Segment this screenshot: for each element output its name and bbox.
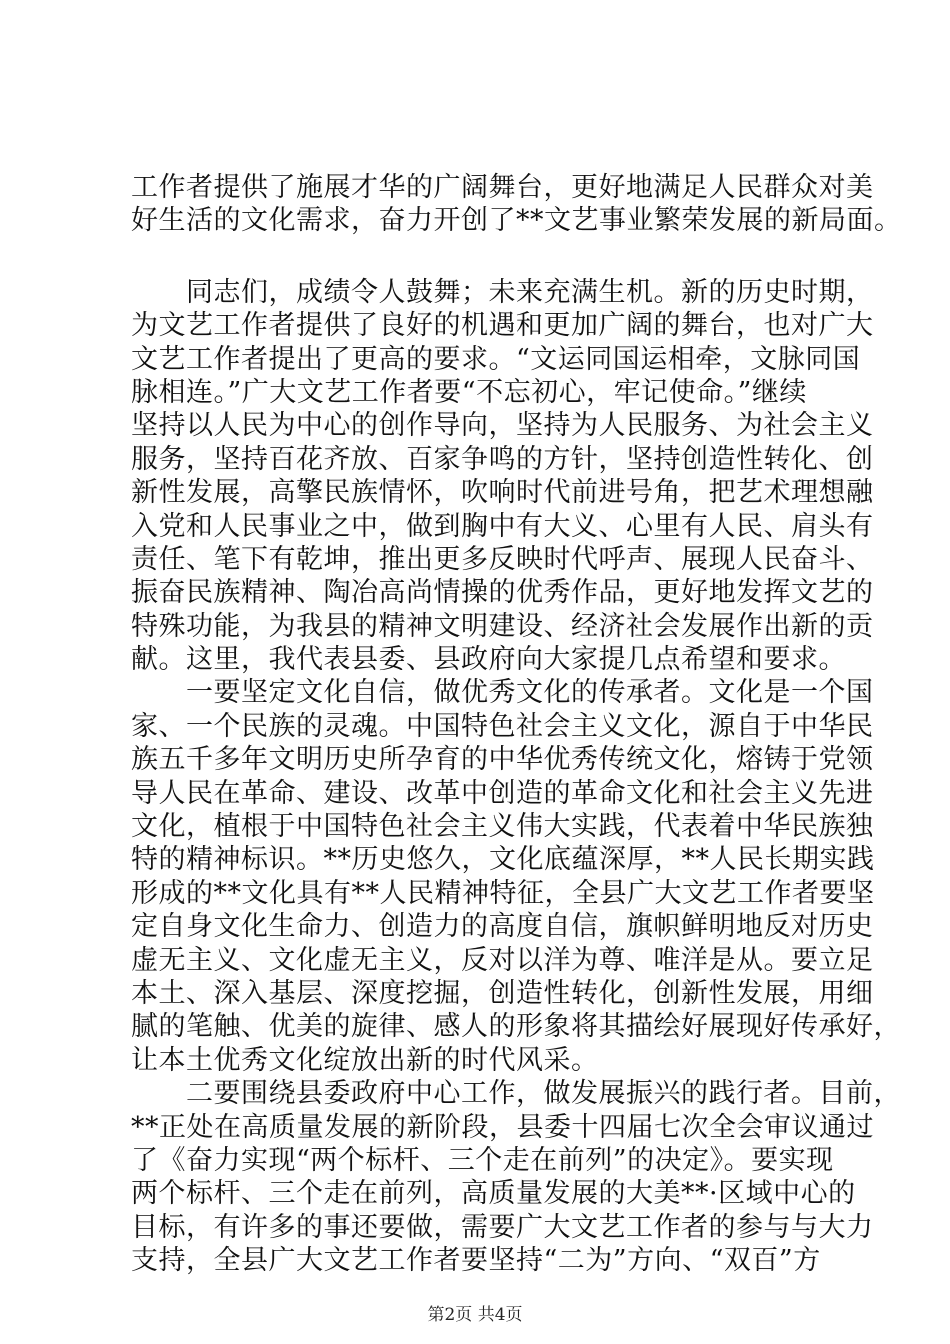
text-line: 为文艺工作者提供了良好的机遇和更加广阔的舞台，也对广大 xyxy=(131,310,874,342)
text-line: 入党和人民事业之中，做到胸中有大义、心里有人民、肩头有 xyxy=(131,510,874,542)
text-line: 特殊功能，为我县的精神文明建设、经济社会发展作出新的贡 xyxy=(131,610,874,642)
text-line: 新性发展，高擎民族情怀，吹响时代前进号角，把艺术理想融 xyxy=(131,477,874,509)
text-line: 虚无主义、文化虚无主义，反对以洋为尊、唯洋是从。要立足 xyxy=(131,944,874,976)
text-line: 形成的**文化具有**人民精神特征，全县广大文艺工作者要坚 xyxy=(131,877,875,909)
text-line: 特的精神标识。**历史悠久，文化底蕴深厚，**人民长期实践 xyxy=(131,844,875,876)
page-number-footer: 第2页 共4页 xyxy=(427,1305,523,1325)
text-line: 定自身文化生命力、创造力的高度自信，旗帜鲜明地反对历史 xyxy=(131,911,874,943)
text-line: 家、一个民族的灵魂。中国特色社会主义文化，源自于中华民 xyxy=(131,710,874,742)
text-line: 两个标杆、三个走在前列，高质量发展的大美**·区域中心的 xyxy=(131,1178,856,1210)
paragraph-gap xyxy=(131,238,831,276)
text-line: 让本土优秀文化绽放出新的时代风采。 xyxy=(131,1044,599,1076)
text-line: **正处在高质量发展的新阶段，县委十四届七次全会审议通过 xyxy=(131,1111,874,1143)
text-line: 同志们，成绩令人鼓舞；未来充满生机。新的历史时期， xyxy=(131,276,874,308)
text-line: 一要坚定文化自信，做优秀文化的传承者。文化是一个国 xyxy=(131,677,874,709)
text-line: 本土、深入基层、深度挖掘，创造性转化，创新性发展，用细 xyxy=(131,977,874,1009)
text-line: 服务，坚持百花齐放、百家争鸣的方针，坚持创造性转化、创 xyxy=(131,443,874,475)
text-line: 腻的笔触、优美的旋律、感人的形象将其描绘好展现好传承好， xyxy=(131,1011,901,1043)
text-line: 坚持以人民为中心的创作导向，坚持为人民服务、为社会主义 xyxy=(131,410,874,442)
text-line: 了《奋力实现“两个标杆、三个走在前列”的决定》。要实现 xyxy=(131,1144,834,1176)
text-line: 献。这里，我代表县委、县政府向大家提几点希望和要求。 xyxy=(131,644,846,676)
text-line: 工作者提供了施展才华的广阔舞台，更好地满足人民群众对美 xyxy=(131,172,874,203)
text-line: 支持，全县广大文艺工作者要坚持“二为”方向、“双百”方 xyxy=(131,1245,821,1277)
text-line: 文化，植根于中国特色社会主义伟大实践，代表着中华民族独 xyxy=(131,811,874,843)
text-line: 脉相连。”广大文艺工作者要“不忘初心，牢记使命。”继续 xyxy=(131,376,807,408)
text-line: 导人民在革命、建设、改革中创造的革命文化和社会主义先进 xyxy=(131,777,874,809)
body-text xyxy=(131,171,902,1278)
text-line: 文艺工作者提出了更高的要求。“文运同国运相牵，文脉同国 xyxy=(131,343,861,375)
text-line: 二要围绕县委政府中心工作，做发展振兴的践行者。目前， xyxy=(131,1078,901,1110)
text-line: 振奋民族精神、陶冶高尚情操的优秀作品，更好地发挥文艺的 xyxy=(131,577,874,609)
text-line: 目标，有许多的事还要做，需要广大文艺工作者的参与与大力 xyxy=(131,1211,874,1243)
text-line: 责任、笔下有乾坤，推出更多反映时代呼声、展现人民奋斗、 xyxy=(131,543,874,575)
text-line: 好生活的文化需求，奋力开创了**文艺事业繁荣发展的新局面。 xyxy=(131,205,902,237)
text-line: 族五千多年文明历史所孕育的中华优秀传统文化，熔铸于党领 xyxy=(131,744,874,776)
